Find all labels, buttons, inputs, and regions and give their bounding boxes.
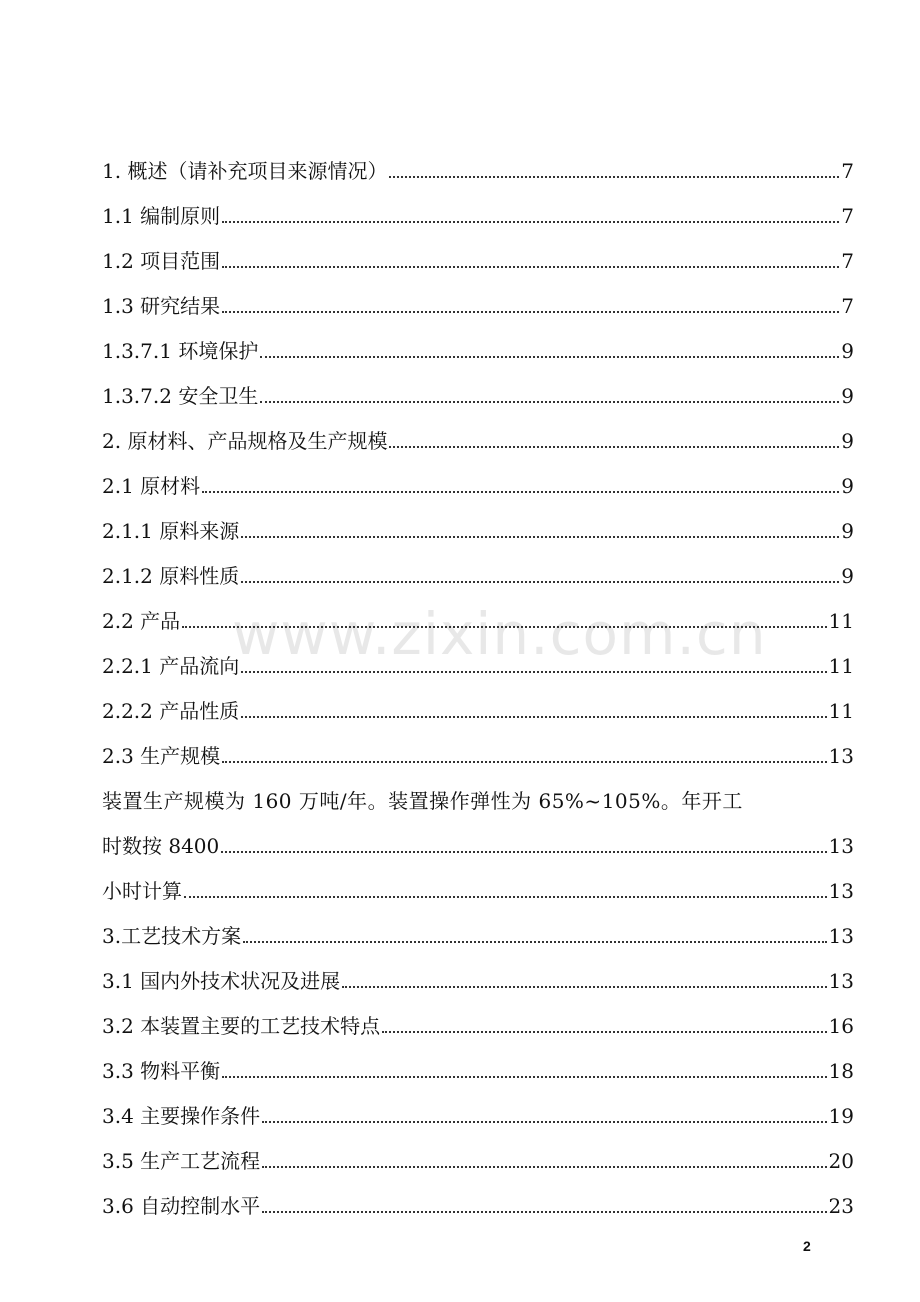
- toc-entry-title: 2.1.2 原料性质: [102, 564, 240, 588]
- toc-entry[interactable]: [102, 959, 854, 1004]
- toc-entry-page: 16: [828, 1014, 854, 1038]
- body-text-line: 装置生产规模为 160 万吨/年。装置操作弹性为 65%~105%。年开工: [102, 789, 743, 813]
- toc-dot-leader: [389, 176, 839, 178]
- toc-entry[interactable]: [102, 1184, 854, 1229]
- toc-entry-page: 20: [828, 1149, 854, 1173]
- toc-entry-page: 11: [828, 609, 854, 633]
- toc-dot-leader: [184, 896, 827, 898]
- toc-entry[interactable]: [102, 914, 854, 959]
- toc-entry[interactable]: [102, 1094, 854, 1139]
- toc-entry[interactable]: [102, 464, 854, 509]
- toc-entry[interactable]: [102, 419, 854, 464]
- toc-entry[interactable]: [102, 1049, 854, 1094]
- toc-dot-leader: [222, 761, 826, 763]
- toc-entry-page: 13: [828, 924, 854, 948]
- toc-dot-leader: [222, 266, 839, 268]
- toc-dot-leader: [222, 311, 839, 313]
- toc-dot-leader: [221, 851, 826, 853]
- toc-dot-leader: [222, 221, 839, 223]
- toc-entry-title: 3.5 生产工艺流程: [102, 1149, 261, 1173]
- toc-entry[interactable]: [102, 284, 854, 329]
- toc-entry-title: 3.工艺技术方案: [102, 924, 242, 948]
- toc-entry-page: 13: [828, 879, 854, 903]
- toc-entry-page: 9: [841, 474, 854, 498]
- toc-entry[interactable]: [102, 1139, 854, 1184]
- toc-entry[interactable]: [102, 1004, 854, 1049]
- toc-dot-leader: [389, 446, 839, 448]
- toc-entry-page: 11: [828, 699, 854, 723]
- toc-entry-page: 7: [841, 294, 854, 318]
- toc-entry-title: 2.1 原材料: [102, 474, 201, 498]
- toc-entry-title: 2. 原材料、产品规格及生产规模: [102, 429, 388, 453]
- toc-section-b: [102, 824, 854, 1229]
- toc-section-a: [102, 149, 854, 779]
- page-number: 2: [803, 1238, 811, 1254]
- toc-entry-page: 13: [828, 834, 854, 858]
- toc-entry-title: 2.2.1 产品流向: [102, 654, 240, 678]
- toc-entry-page: 19: [828, 1104, 854, 1128]
- toc-entry-page: 7: [841, 159, 854, 183]
- toc-entry-page: 9: [841, 564, 854, 588]
- toc-dot-leader: [182, 626, 826, 628]
- toc-dot-leader: [382, 1031, 826, 1033]
- toc-entry-page: 9: [841, 429, 854, 453]
- toc-entry-title: 1.3.7.1 环境保护: [102, 339, 259, 363]
- toc-entry[interactable]: [102, 239, 854, 284]
- toc-entry-page: 7: [841, 204, 854, 228]
- toc-entry-title: 1. 概述（请补充项目来源情况）: [102, 159, 388, 183]
- toc-entry-page: 9: [841, 519, 854, 543]
- toc-entry-title: 小时计算: [102, 879, 182, 903]
- toc-entry-title: 1.3 研究结果: [102, 294, 221, 318]
- toc-entry-title: 时数按 8400: [102, 834, 220, 858]
- toc-entry-title: 3.3 物料平衡: [102, 1059, 221, 1083]
- toc-entry[interactable]: [102, 329, 854, 374]
- toc-dot-leader: [260, 401, 839, 403]
- toc-entry-page: 9: [841, 339, 854, 363]
- toc-dot-leader: [262, 1166, 826, 1168]
- watermark: www.zixin.com.cn: [232, 600, 767, 668]
- toc-entry-page: 7: [841, 249, 854, 273]
- toc-entry[interactable]: [102, 149, 854, 194]
- toc-entry-page: 23: [828, 1194, 854, 1218]
- toc-entry-title: 2.3 生产规模: [102, 744, 221, 768]
- toc-entry-title: 3.1 国内外技术状况及进展: [102, 969, 341, 993]
- toc-entry-title: 2.2.2 产品性质: [102, 699, 240, 723]
- table-of-contents: [102, 149, 854, 1229]
- toc-dot-leader: [241, 536, 839, 538]
- toc-dot-leader: [241, 671, 826, 673]
- toc-entry-page: 13: [828, 969, 854, 993]
- toc-entry-title: 2.2 产品: [102, 609, 181, 633]
- toc-entry-title: 3.2 本装置主要的工艺技术特点: [102, 1014, 381, 1038]
- toc-dot-leader: [202, 491, 839, 493]
- toc-entry-title: 1.1 编制原则: [102, 204, 221, 228]
- toc-dot-leader: [243, 941, 826, 943]
- toc-dot-leader: [241, 581, 839, 583]
- toc-entry[interactable]: [102, 734, 854, 779]
- toc-entry[interactable]: [102, 869, 854, 914]
- toc-dot-leader: [262, 1121, 826, 1123]
- toc-dot-leader: [241, 716, 826, 718]
- toc-entry-page: 11: [828, 654, 854, 678]
- toc-entry-page: 18: [828, 1059, 854, 1083]
- toc-entry[interactable]: [102, 554, 854, 599]
- toc-dot-leader: [262, 1211, 826, 1213]
- toc-dot-leader: [260, 356, 839, 358]
- toc-entry-page: 13: [828, 744, 854, 768]
- toc-dot-leader: [222, 1076, 826, 1078]
- toc-entry-page: 9: [841, 384, 854, 408]
- toc-entry[interactable]: [102, 599, 854, 644]
- toc-entry[interactable]: [102, 689, 854, 734]
- toc-entry[interactable]: [102, 509, 854, 554]
- toc-entry-title: 1.3.7.2 安全卫生: [102, 384, 259, 408]
- toc-entry[interactable]: [102, 374, 854, 419]
- toc-entry[interactable]: [102, 824, 854, 869]
- toc-entry[interactable]: [102, 194, 854, 239]
- toc-entry-title: 1.2 项目范围: [102, 249, 221, 273]
- toc-entry-title: 3.6 自动控制水平: [102, 1194, 261, 1218]
- toc-entry-title: 2.1.1 原料来源: [102, 519, 240, 543]
- toc-entry-title: 3.4 主要操作条件: [102, 1104, 261, 1128]
- toc-dot-leader: [342, 986, 826, 988]
- toc-entry[interactable]: [102, 644, 854, 689]
